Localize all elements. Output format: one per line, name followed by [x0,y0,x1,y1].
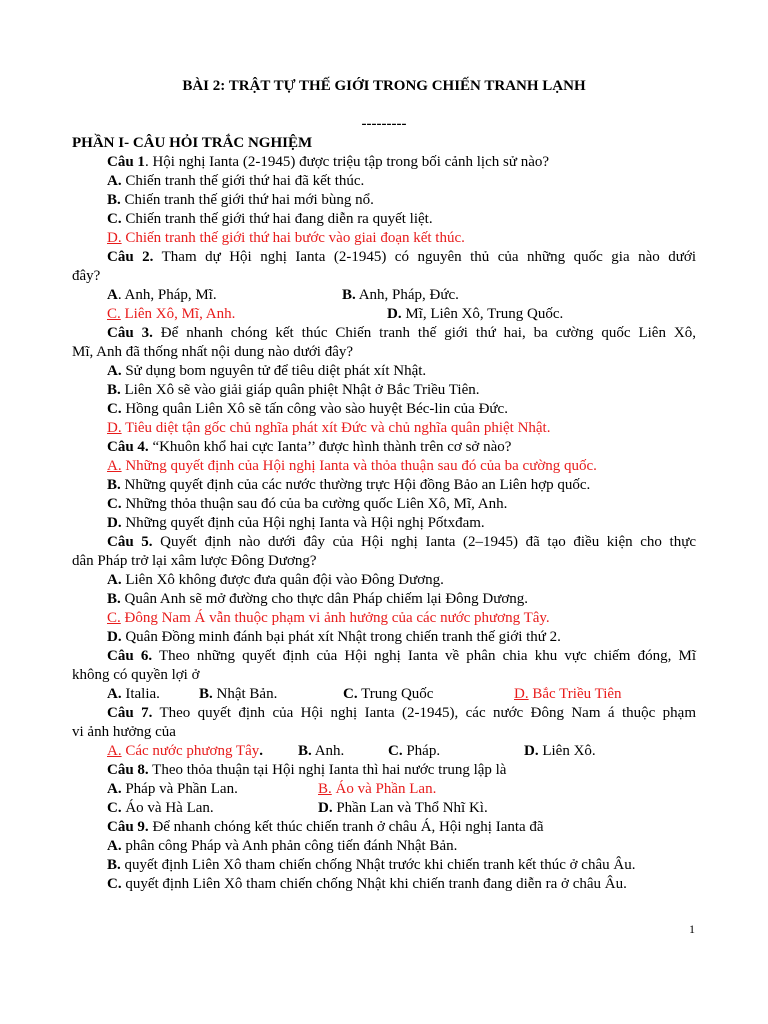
q8-options-row-1 [72,780,696,799]
q7-options-row [72,742,696,761]
q3-option-d-answer: D. Tiêu diệt tận gốc chủ nghĩa phát xít Đức và chủ nghĩa quân phiệt Nhật. [107,420,551,436]
question-1: Câu 1. Hội nghị Ianta (2-1945) được triệu tập trong bối cảnh lịch sử nào? [107,154,550,170]
q5-option-a: A. Liên Xô không được đưa quân đội vào Đông Dương. [107,572,444,588]
q8-option-b-answer: B. Áo và Phần Lan. [318,781,437,797]
q1-option-b: B. Chiến tranh thế giới thứ hai mới bùng nổ. [107,192,374,208]
question-3-cont: Mĩ, Anh đã thống nhất nội dung nào dưới đây? [72,344,354,360]
q5-option-c-answer: C. Đông Nam Á vẫn thuộc phạm vi ảnh hưởng của các nước phương Tây. [107,610,550,626]
q8-options-row-2 [72,799,696,818]
q4-option-a-answer: A. Những quyết định của Hội nghị Ianta và thỏa thuận sau đó của ba cường quốc. [107,458,597,474]
q2-options-row-2 [72,305,696,324]
question-4: Câu 4. “Khuôn khổ hai cực Ianta’’ được hình thành trên cơ sở nào? [107,439,512,455]
question-5: Câu 5. Quyết định nào dưới đây của Hội nghị Ianta (2–1945) đã tạo điều kiện cho thực [107,534,696,550]
question-3: Câu 3. Để nhanh chóng kết thúc Chiến tranh thế giới thứ hai, ba cường quốc Liên Xô, [107,325,696,341]
q1-option-d-answer: D. Chiến tranh thế giới thứ hai bước vào giai đoạn kết thúc. [107,230,465,246]
q4-option-b: B. Những quyết định của các nước thường trực Hội đồng Bảo an Liên hợp quốc. [107,477,591,493]
content [72,134,696,894]
q2-option-a: A. Anh, Pháp, Mĩ. [107,287,217,303]
question-5-cont: dân Pháp trở lại xâm lược Đông Dương? [72,553,317,569]
q6-option-d-answer: D. Bắc Triều Tiên [514,686,622,702]
question-6: Câu 6. Theo những quyết định của Hội nghị Ianta về phân chia khu vực chiếm đóng, Mĩ [107,648,696,664]
q8-option-c: C. Áo và Hà Lan. [107,800,214,816]
lesson-title: BÀI 2: TRẬT TỰ THẾ GIỚI TRONG CHIẾN TRANH LẠNH [182,78,586,94]
q7-option-c: C. Pháp. [388,743,441,759]
q7-option-b: B. Anh. [298,743,345,759]
q4-option-c: C. Những thỏa thuận sau đó của ba cường quốc Liên Xô, Mĩ, Anh. [107,496,508,512]
q7-option-a-answer: A. Các nước phương Tây. [107,743,263,759]
q7-option-d: D. Liên Xô. [524,743,596,759]
q2-options-row-1 [72,286,696,305]
q8-option-d: D. Phần Lan và Thổ Nhĩ Kì. [318,800,488,816]
question-6-cont: không có quyền lợi ở [72,667,200,683]
q8-option-a: A. Pháp và Phần Lan. [107,781,238,797]
page-number: 1 [689,922,695,936]
q2-option-b: B. Anh, Pháp, Đức. [342,287,459,303]
q4-option-d: D. Những quyết định của Hội nghị Ianta và Hội nghị Pốtxđam. [107,515,485,531]
q1-option-a: A. Chiến tranh thế giới thứ hai đã kết thúc. [107,173,365,189]
separator: --------- [361,116,407,132]
question-8: Câu 8. Theo thỏa thuận tại Hội nghị Ianta thì hai nước trung lập là [107,762,507,778]
q6-option-b: B. Nhật Bản. [199,686,278,702]
question-9: Câu 9. Để nhanh chóng kết thúc chiến tranh ở châu Á, Hội nghị Ianta đã [107,819,544,835]
q5-option-b: B. Quân Anh sẽ mở đường cho thực dân Pháp chiếm lại Đông Dương. [107,591,529,607]
q3-option-a: A. Sử dụng bom nguyên tử để tiêu diệt phát xít Nhật. [107,363,427,379]
q2-option-c-answer: C. Liên Xô, Mĩ, Anh. [107,306,236,322]
q9-option-b: B. quyết định Liên Xô tham chiến chống Nhật trước khi chiến tranh kết thúc ở châu Âu. [107,857,636,873]
q3-option-c: C. Hồng quân Liên Xô sẽ tấn công vào sào huyệt Béc-lin của Đức. [107,401,508,417]
q3-option-b: B. Liên Xô sẽ vào giải giáp quân phiệt Nhật ở Bắc Triều Tiên. [107,382,480,398]
q9-option-c: C. quyết định Liên Xô tham chiến chống Nhật khi chiến tranh đang diễn ra ở châu Âu. [107,876,627,892]
section-heading: PHẦN I- CÂU HỎI TRẮC NGHIỆM [72,135,313,151]
question-7-cont: vi ảnh hưởng của [72,724,176,740]
q9-option-a: A. phân công Pháp và Anh phản công tiến đánh Nhật Bản. [107,838,458,854]
question-2-cont: đây? [72,268,101,284]
q6-option-c: C. Trung Quốc [343,686,434,702]
q6-options-row [72,685,696,704]
q1-option-c: C. Chiến tranh thế giới thứ hai đang diễn ra quyết liệt. [107,211,433,227]
q2-option-d: D. Mĩ, Liên Xô, Trung Quốc. [387,306,564,322]
q6-option-a: A. Italia. [107,686,160,702]
question-7: Câu 7. Theo quyết định của Hội nghị Ianta (2-1945), các nước Đông Nam á thuộc phạm [107,705,696,721]
question-2: Câu 2. Tham dự Hội nghị Ianta (2-1945) có nguyên thủ của những quốc gia nào dưới [107,249,696,265]
q5-option-d: D. Quân Đồng minh đánh bại phát xít Nhật trong chiến tranh thế giới thứ 2. [107,629,561,645]
